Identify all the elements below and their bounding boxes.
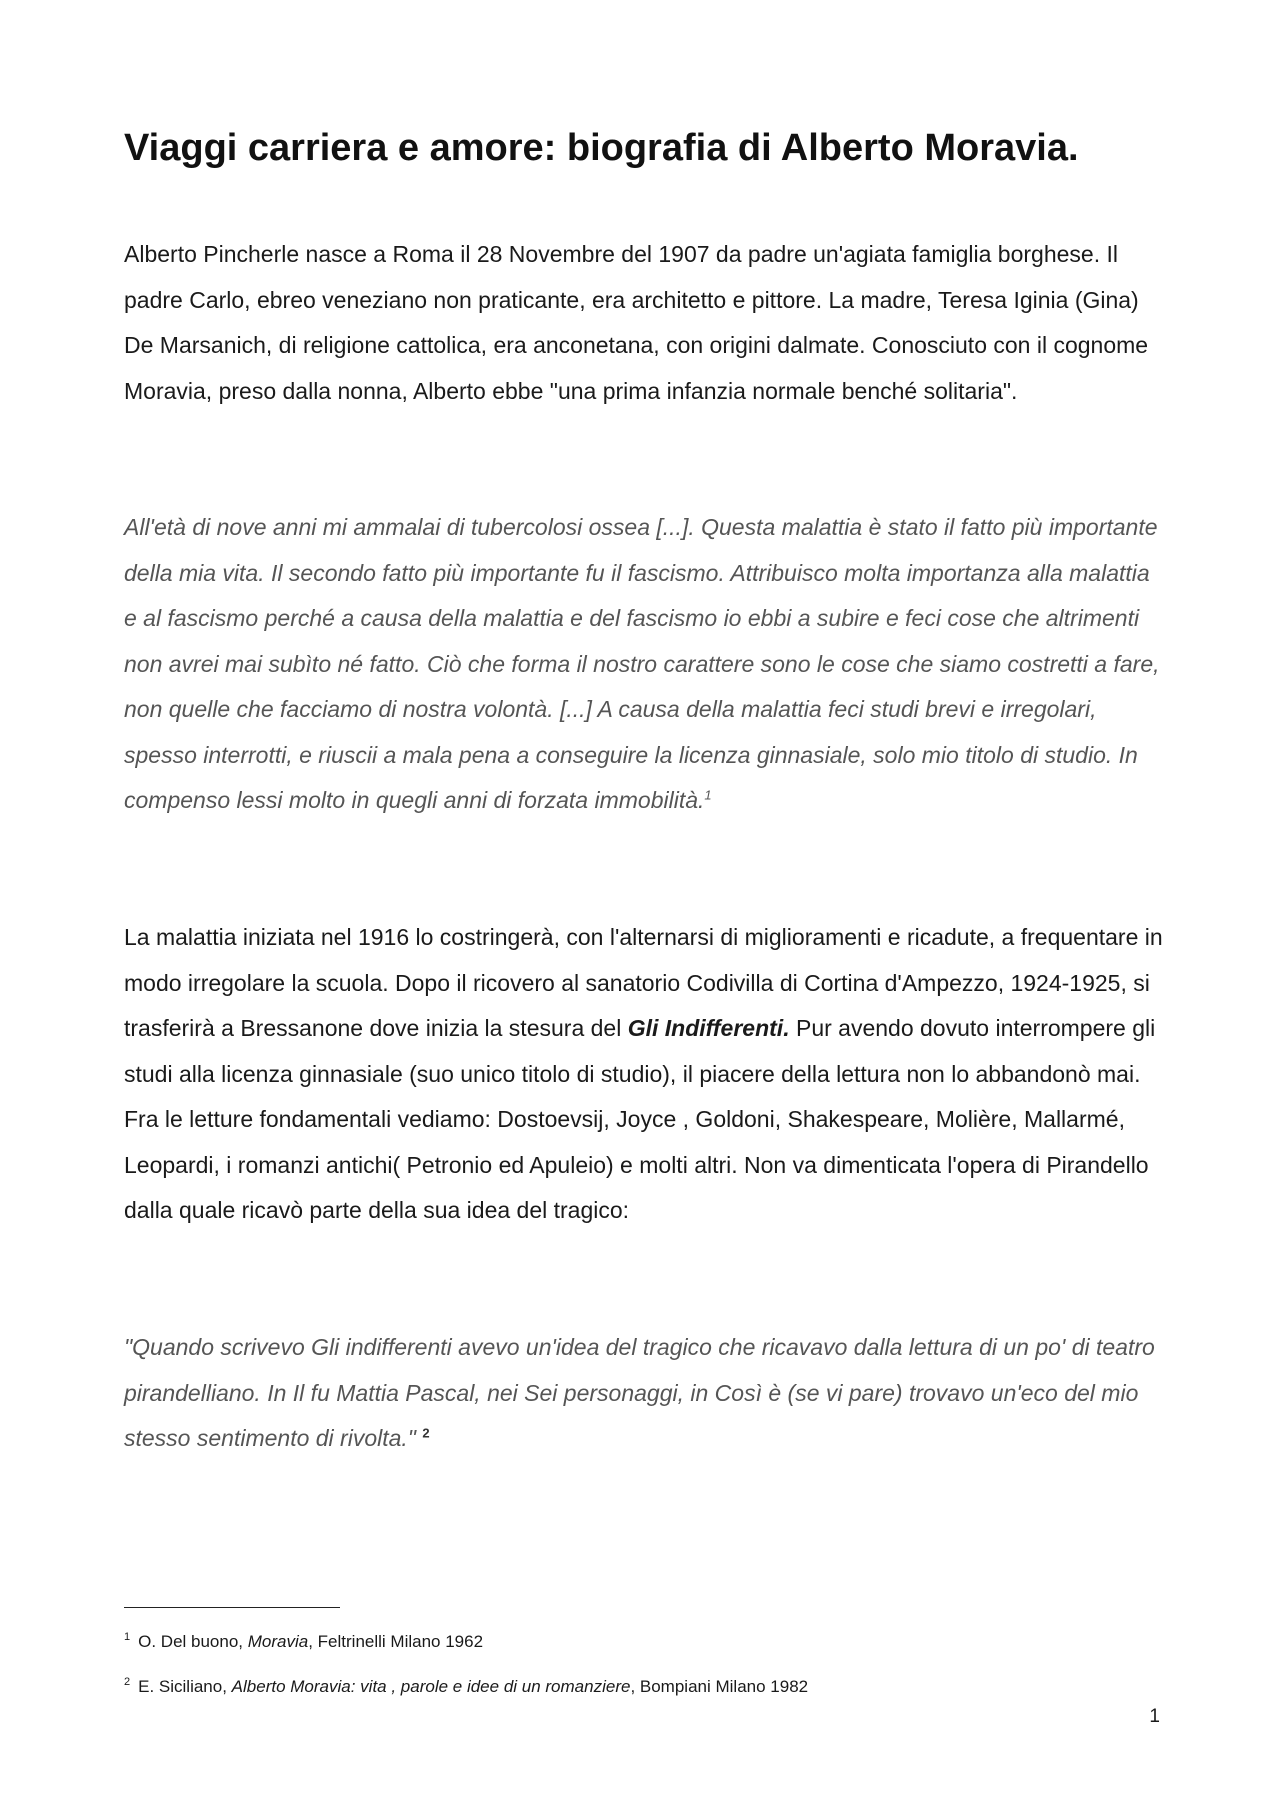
paragraph-illness-part-b: Pur avendo dovuto interrompere gli studi alla licenza ginnasiale (suo unico titolo di studio), il piacere della lettura non lo abbandonò mai. Fra le letture fondamentali vediamo: Dostoevsij, Joyce , Goldoni, Shakespeare, Molière, Mallarmé, Leopardi, i romanzi antichi( Petronio ed Apuleio) e molti altri. Non va dimenticata l'opera di Pirandello dalla quale ricavò parte della sua idea del tragico: (124, 1015, 1156, 1223)
paragraph-intro: Alberto Pincherle nasce a Roma il 28 Novembre del 1907 da padre un'agiata famiglia borghese. Il padre Carlo, ebreo veneziano non praticante, era architetto e pittore. La madre, Teresa Iginia (Gina) De Marsanich, di religione cattolica, era anconetana, con origini dalmate. Conosciuto con il cognome Moravia, preso dalla nonna, Alberto ebbe "una prima infanzia normale benché solitaria". (124, 241, 1149, 404)
footnote-1-work: Moravia (247, 1632, 309, 1651)
footnote-1-number: 1 (124, 1631, 131, 1644)
block-quote-2-text: "Quando scrivevo Gli indifferenti avevo un'idea del tragico che ricavavo dalla lettura di un po' di teatro pirandelliano. In Il fu Mattia Pascal, nei Sei personaggi, in Così è (se vi pare) trovavo un'eco del mio stesso sentimento di rivolta." (124, 1334, 1155, 1451)
work-title-emphasis: Gli Indifferenti. (627, 1015, 790, 1041)
footnote-2-work: Alberto Moravia: vita , parole e idee di un romanziere (231, 1677, 631, 1696)
footnote-1 (124, 1631, 1164, 1653)
footnote-2-author: E. Siciliano, (138, 1677, 232, 1696)
footnote-2 (124, 1676, 1164, 1698)
paragraph-illness-part-a: La malattia iniziata nel 1916 lo costringerà, con l'alternarsi di miglioramenti e ricadute, a frequentare in modo irregolare la scuola. Dopo il ricovero al sanatorio Codivilla di Cortina d'Ampezzo, 1924-1925, si trasferirà a Bressanone dove inizia la stesura del (124, 924, 1163, 1041)
footnote-1-author: O. Del buono, (138, 1632, 248, 1651)
footnote-divider (124, 1607, 340, 1608)
page-number: 1 (1149, 1706, 1160, 1727)
block-quote-2 (124, 1325, 1164, 1462)
block-quote-1 (124, 505, 1164, 824)
paragraph-illness (124, 915, 1164, 1234)
footnote-ref-1[interactable]: 1 (704, 787, 712, 803)
block-quote-1-text: All'età di nove anni mi ammalai di tubercolosi ossea [...]. Questa malattia è stato il fatto più importante della mia vita. Il secondo fatto più importante fu il fascismo. Attribuisco molta importanza alla malattia e al fascismo perché a causa della malattia e del fascismo io ebbi a subire e feci cose che altrimenti non avrei mai subìto né fatto. Ciò che forma il nostro carattere sono le cose che siamo costretti a fare, non quelle che facciamo di nostra volontà. [...] A causa della malattia feci studi brevi e irregolari, spesso interrotti, e riuscii a mala pena a conseguire la licenza ginnasiale, solo mio titolo di studio. In compenso lessi molto in quegli anni di forzata immobilità. (124, 514, 1160, 813)
footnote-1-publisher: , Feltrinelli Milano 1962 (308, 1632, 484, 1651)
footnote-2-number: 2 (124, 1676, 131, 1689)
footnote-ref-2[interactable]: 2 (422, 1425, 430, 1441)
document-title: Viaggi carriera e amore: biografia di Alberto Moravia. (124, 127, 1079, 169)
footnote-2-publisher: , Bompiani Milano 1982 (630, 1677, 809, 1696)
